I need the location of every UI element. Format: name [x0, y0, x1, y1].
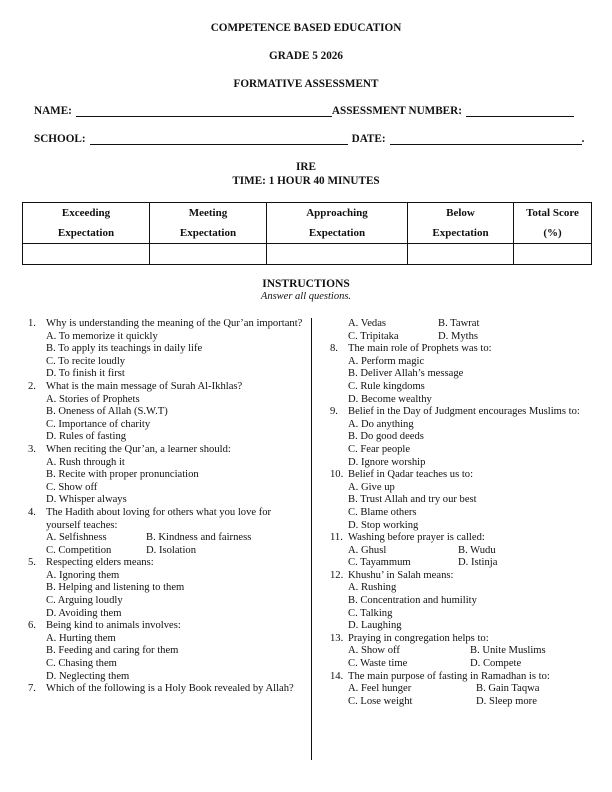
option[interactable]: C. Talking	[348, 607, 393, 619]
question-text: Praying in congregation helps to:	[348, 632, 489, 644]
score-col-exceeding: Exceeding Expectation	[23, 203, 150, 244]
option[interactable]: A. Rushing	[348, 582, 397, 594]
time-label: TIME: 1 HOUR 40 MINUTES	[232, 175, 380, 187]
option[interactable]: D. Become wealthy	[348, 393, 432, 405]
question-7: 7. Which of the following is a Holy Book revealed by Allah?	[28, 683, 294, 695]
option[interactable]: A. Give up	[348, 481, 395, 493]
score-table-header	[23, 203, 592, 244]
option[interactable]: C. To recite loudly	[46, 355, 126, 367]
instructions-title: INSTRUCTIONS	[262, 278, 350, 290]
option[interactable]: D. Avoiding them	[46, 607, 122, 619]
instructions	[0, 278, 612, 303]
name-row	[34, 105, 588, 117]
question-5: 5. Respecting elders means:	[28, 557, 154, 569]
name-field[interactable]	[76, 106, 332, 117]
option[interactable]: D. Compete	[470, 658, 522, 670]
option[interactable]: D. Myths	[438, 330, 479, 342]
option[interactable]: D. Stop working	[348, 519, 419, 531]
questions-left-column	[28, 318, 308, 696]
question-10: 10. Belief in Qadar teaches us to:	[330, 469, 474, 481]
option[interactable]: B. Concentration and humility	[348, 595, 477, 607]
option[interactable]: A. Ignoring them	[46, 569, 120, 581]
option[interactable]: C. Fear people	[348, 443, 411, 455]
option[interactable]: C. Lose weight	[348, 695, 413, 707]
option[interactable]: B. Trust Allah and try our best	[348, 494, 477, 506]
question-13: 13. Praying in congregation helps to:	[330, 632, 489, 644]
question-2: 2. What is the main message of Surah Al-Ikhlas?	[28, 380, 243, 392]
option[interactable]: C. Tripitaka	[348, 330, 399, 342]
question-text: Which of the following is a Holy Book revealed by Allah?	[46, 683, 294, 695]
question-text: Khushu’ in Salah means:	[348, 569, 454, 581]
question-text: The main role of Prophets was to:	[348, 343, 492, 355]
date-suffix: .	[581, 133, 585, 145]
score-cell-approaching[interactable]	[267, 244, 408, 265]
option[interactable]: D. Laughing	[348, 620, 402, 632]
question-3: 3. When reciting the Qur’an, a learner should:	[28, 443, 231, 455]
school-field[interactable]	[90, 134, 348, 145]
question-text: When reciting the Qur’an, a learner should:	[46, 443, 231, 455]
option[interactable]: C. Tayammum	[348, 557, 411, 569]
score-cell-total[interactable]	[514, 244, 592, 265]
assessment-number-field[interactable]	[466, 106, 574, 117]
name-label: NAME:	[34, 105, 72, 117]
option[interactable]: D. Isolation	[146, 544, 197, 556]
option[interactable]: A. Vedas	[348, 318, 387, 329]
option[interactable]: C. Importance of charity	[46, 418, 151, 430]
option[interactable]: A. Do anything	[348, 418, 414, 430]
grade-label: GRADE 5 2026	[269, 50, 343, 62]
score-col-total: Total Score (%)	[514, 203, 592, 244]
score-cell-below[interactable]	[408, 244, 514, 265]
subject-label: IRE	[296, 161, 316, 173]
option[interactable]: B. Gain Taqwa	[476, 683, 540, 695]
option[interactable]: A. Feel hunger	[348, 683, 412, 695]
option[interactable]: B. Unite Muslims	[470, 645, 546, 657]
assessment-number-label: ASSESSMENT NUMBER:	[331, 105, 462, 117]
option[interactable]: A. Show off	[348, 645, 400, 657]
question-text: What is the main message of Surah Al-Ikhlas?	[46, 380, 243, 392]
question-14: 14. The main purpose of fasting in Ramadhan is to:	[330, 670, 550, 682]
question-12: 12. Khushu’ in Salah means:	[330, 569, 454, 581]
school-label: SCHOOL:	[34, 133, 86, 145]
score-col-below: Below Expectation	[408, 203, 514, 244]
option[interactable]: B. Wudu	[458, 544, 496, 556]
score-col-meeting: Meeting Expectation	[150, 203, 267, 244]
option[interactable]: C. Show off	[46, 481, 98, 493]
option[interactable]: B. Kindness and fairness	[146, 532, 252, 544]
score-cell-exceeding[interactable]	[23, 244, 150, 265]
question-text: Belief in Qadar teaches us to:	[348, 469, 474, 481]
question-9: 9. Belief in the Day of Judgment encourages Muslims to:	[330, 406, 580, 418]
question-text: Belief in the Day of Judgment encourages Muslims to:	[348, 406, 580, 418]
document-title: COMPETENCE BASED EDUCATION	[210, 22, 402, 34]
score-table-row	[23, 244, 592, 265]
option[interactable]: A. Perform magic	[348, 355, 425, 367]
option[interactable]: A. Hurting them	[46, 632, 116, 644]
score-col-approaching: Approaching Expectation	[267, 203, 408, 244]
option[interactable]: D. To finish it first	[46, 368, 125, 380]
score-table	[22, 202, 592, 265]
option[interactable]: A. Rush through it	[46, 456, 125, 468]
instructions-text: Answer all questions.	[260, 291, 352, 302]
option[interactable]: C. Competition	[46, 544, 112, 556]
school-row	[34, 133, 588, 145]
option[interactable]: B. Tawrat	[438, 318, 480, 329]
option[interactable]: B. Helping and listening to them	[46, 582, 185, 594]
option[interactable]: B. Recite with proper pronunciation	[46, 469, 199, 481]
date-label: DATE:	[351, 133, 386, 145]
option[interactable]: C. Chasing them	[46, 658, 117, 670]
option[interactable]: B. Oneness of Allah (S.W.T)	[46, 406, 168, 418]
option[interactable]: B. To apply its teachings in daily life	[46, 343, 203, 355]
question-1: 1. Why is understanding the meaning of the Qur’an important?	[28, 318, 303, 329]
option[interactable]: D. Neglecting them	[46, 670, 130, 682]
column-divider	[311, 318, 312, 760]
option[interactable]: A. Ghusl	[348, 544, 387, 556]
option[interactable]: B. Feeding and caring for them	[46, 645, 179, 657]
question-text: Being kind to animals involves:	[46, 620, 181, 632]
option[interactable]: D. Whisper always	[46, 494, 127, 506]
option[interactable]: B. Deliver Allah’s message	[348, 368, 464, 380]
question-text: Washing before prayer is called:	[348, 532, 485, 544]
option[interactable]: C. Rule kingdoms	[348, 380, 425, 392]
question-4: 4. The Hadith about loving for others what you love for yourself teaches:	[28, 506, 272, 531]
option[interactable]: D. Ignore worship	[348, 456, 426, 468]
option[interactable]: B. Do good deeds	[348, 431, 424, 443]
option[interactable]: A. Selfishness	[46, 532, 107, 544]
option[interactable]: A. To memorize it quickly	[46, 330, 158, 342]
option[interactable]: D. Rules of fasting	[46, 431, 127, 443]
option[interactable]: D. Istinja	[458, 557, 498, 569]
score-cell-meeting[interactable]	[150, 244, 267, 265]
question-text: The Hadith about loving for others what you love for yourself teaches:	[46, 506, 272, 531]
date-field[interactable]	[390, 134, 582, 145]
question-6: 6. Being kind to animals involves:	[28, 620, 181, 632]
question-text: Why is understanding the meaning of the Qur’an important?	[46, 318, 303, 329]
option[interactable]: C. Blame others	[348, 506, 417, 518]
option[interactable]: D. Sleep more	[476, 695, 537, 707]
assessment-type: FORMATIVE ASSESSMENT	[233, 78, 379, 90]
question-text: The main purpose of fasting in Ramadhan is to:	[348, 670, 550, 682]
option[interactable]: C. Waste time	[348, 658, 408, 670]
option[interactable]: C. Arguing loudly	[46, 595, 123, 607]
question-11: 11. Washing before prayer is called:	[330, 532, 485, 544]
question-8: 8. The main role of Prophets was to:	[330, 343, 492, 355]
question-text: Respecting elders means:	[46, 557, 154, 569]
questions-right-column	[330, 318, 600, 708]
option[interactable]: A. Stories of Prophets	[46, 393, 140, 405]
